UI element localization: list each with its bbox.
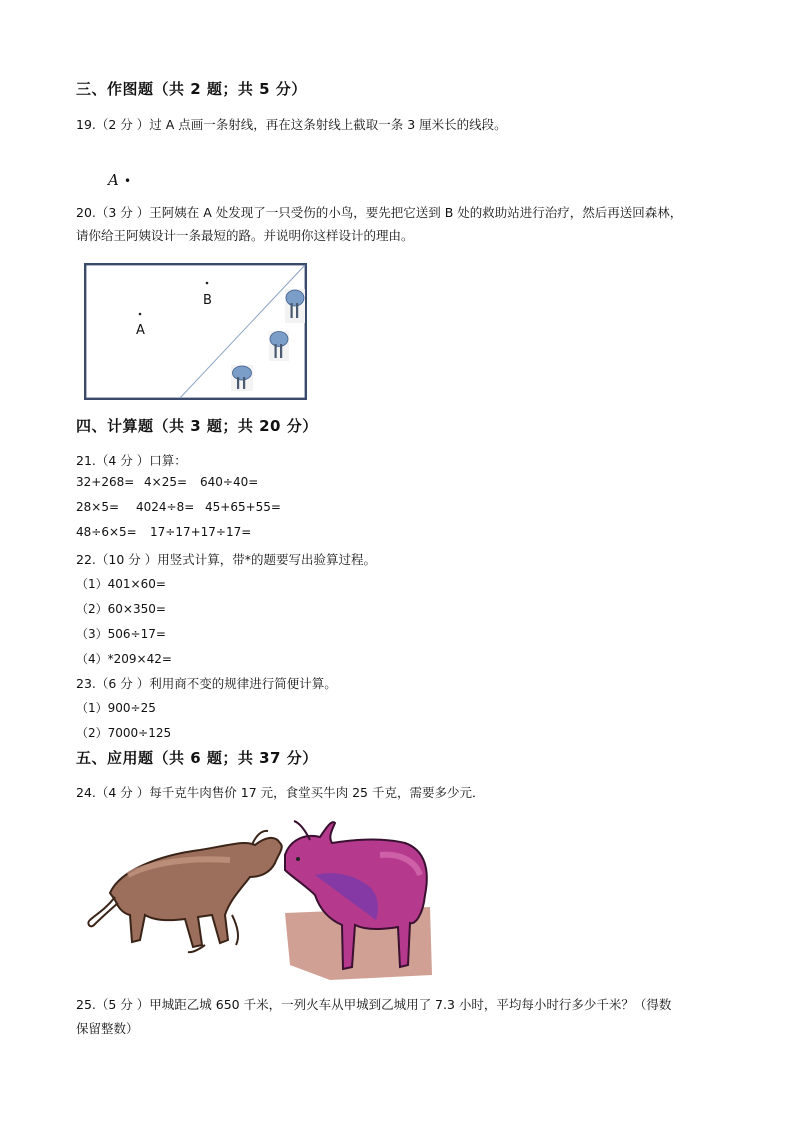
question-22: 22.（10 分 ）用竖式计算，带*的题要写出验算过程。 xyxy=(76,552,376,567)
point-dot-icon: • xyxy=(123,174,132,188)
question-24: 24.（4 分 ）每千克牛肉售价 17 元，食堂买牛肉 25 千克，需要多少元． xyxy=(76,785,485,800)
q21-item: 640÷40= xyxy=(200,475,259,489)
q21-item: 4×25= xyxy=(144,475,188,489)
section-title-drawing: 三、作图题（共 2 题；共 5 分） xyxy=(76,80,307,98)
map-label-a: A xyxy=(136,323,145,338)
question-20-line2: 请你给王阿姨设计一条最短的路。并说明你这样设计的理由。 xyxy=(76,228,414,243)
q23-item: （2）7000÷125 xyxy=(76,726,172,740)
question-19: 19.（2 分 ）过 A 点画一条射线，再在这条射线上截取一条 3 厘米长的线段。 xyxy=(76,117,507,132)
tree-icon xyxy=(231,365,253,391)
q22-item: （3）506÷17= xyxy=(76,627,166,641)
tree-icon xyxy=(269,331,289,361)
question-20-line1: 20.（3 分 ）王阿姨在 A 处发现了一只受伤的小鸟，要先把它送到 B 处的救助站进行治疗，然后再送回森林， xyxy=(76,205,683,220)
section-title-calculation: 四、计算题（共 3 题；共 20 分） xyxy=(76,417,318,435)
q20-map-figure xyxy=(84,263,307,400)
q22-item: （4）*209×42= xyxy=(76,652,172,666)
brown-bull-icon xyxy=(88,831,281,952)
q21-item: 48÷6×5= xyxy=(76,525,137,539)
question-25-line1: 25.（5 分 ）甲城距乙城 650 千米，一列火车从甲城到乙城用了 7.3 小时，平均每小时行多少千米？（得数 xyxy=(76,997,672,1012)
q21-item: 17÷17+17÷17= xyxy=(150,525,252,539)
point-b-dot xyxy=(206,282,209,285)
q22-item: （1）401×60= xyxy=(76,577,166,591)
question-23: 23.（6 分 ）利用商不变的规律进行简便计算。 xyxy=(76,676,337,691)
q21-item: 4024÷8= xyxy=(136,500,195,514)
bulls-svg xyxy=(80,815,435,983)
q22-item: （2）60×350= xyxy=(76,602,166,616)
point-a-label: A xyxy=(108,171,119,189)
map-label-b: B xyxy=(203,293,212,308)
q21-item: 28×5= xyxy=(76,500,120,514)
question-25-line2: 保留整数） xyxy=(76,1021,139,1036)
q23-item: （1）900÷25 xyxy=(76,701,156,715)
q20-map-svg xyxy=(84,263,307,400)
point-a-marker xyxy=(108,170,131,189)
point-a-dot xyxy=(139,313,142,316)
q21-item: 32+268= xyxy=(76,475,135,489)
section-title-application: 五、应用题（共 6 题；共 37 分） xyxy=(76,749,318,767)
tree-icon xyxy=(285,289,305,323)
q21-item: 45+65+55= xyxy=(205,500,281,514)
question-21: 21.（4 分 ）口算： xyxy=(76,453,187,468)
bulls-illustration xyxy=(80,815,435,983)
